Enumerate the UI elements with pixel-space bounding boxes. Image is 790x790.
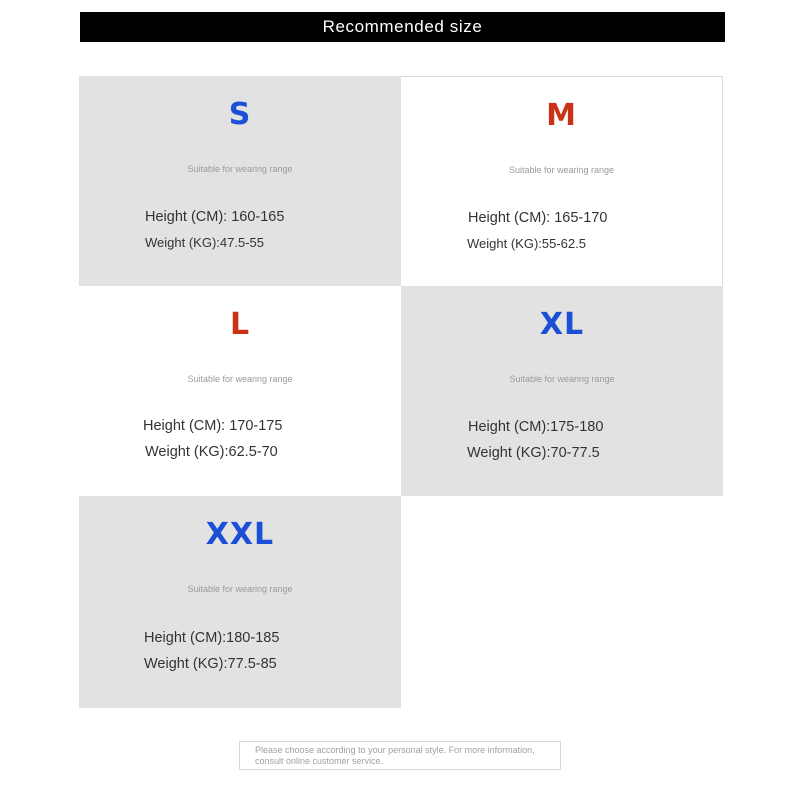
- size-label-s: S: [228, 97, 252, 132]
- size-card-m: [401, 76, 723, 285]
- height-range: Height (CM): 165-170: [468, 210, 608, 226]
- weight-range: Weight (KG):70-77.5: [467, 445, 600, 461]
- size-grid: [79, 76, 724, 708]
- weight-range: Weight (KG):62.5-70: [145, 444, 278, 460]
- height-range: Height (CM): 170-175: [143, 418, 283, 434]
- size-card-l: [79, 286, 401, 496]
- size-card-xxl: [79, 496, 401, 708]
- size-label-xl: XL: [539, 307, 585, 342]
- size-label-m: M: [546, 98, 577, 133]
- page-title: Recommended size: [322, 17, 483, 36]
- note-box: [239, 741, 561, 770]
- size-card-s: [79, 76, 401, 286]
- range-label: Suitable for wearing range: [187, 164, 293, 174]
- note-text: Please choose according to your personal style. For more information, consult online customer service.: [255, 745, 535, 766]
- range-label: Suitable for wearing range: [187, 374, 293, 384]
- height-range: Height (CM):180-185: [144, 630, 280, 646]
- header-bar: [80, 12, 725, 42]
- size-label-xxl: XXL: [205, 517, 275, 552]
- height-range: Height (CM): 160-165: [145, 209, 285, 225]
- range-label: Suitable for wearing range: [509, 374, 615, 384]
- range-label: Suitable for wearing range: [508, 165, 615, 175]
- range-label: Suitable for wearing range: [187, 584, 293, 594]
- height-range: Height (CM):175-180: [468, 419, 604, 435]
- weight-range: Weight (KG):77.5-85: [144, 656, 277, 672]
- weight-range: Weight (KG):55-62.5: [467, 236, 586, 251]
- size-label-l: L: [229, 307, 251, 342]
- weight-range: Weight (KG):47.5-55: [145, 235, 264, 250]
- size-card-xl: [401, 286, 723, 496]
